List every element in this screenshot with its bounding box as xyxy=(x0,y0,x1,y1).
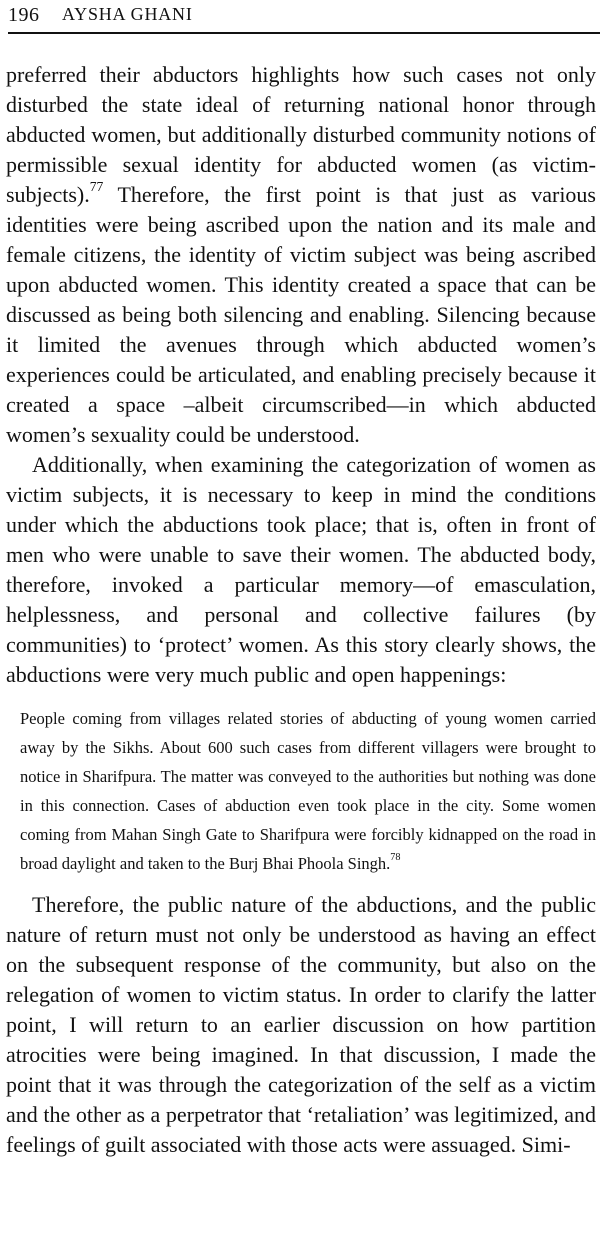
body-text xyxy=(6,60,596,1160)
running-head: AYSHA GHANI xyxy=(62,4,193,24)
header-rule xyxy=(8,32,600,34)
paragraph-1 xyxy=(6,60,596,450)
block-quote xyxy=(20,704,596,878)
page-number: 196 xyxy=(8,4,40,26)
block-quote-text: People coming from villages related stories of abducting of young women carried away by the Sikhs. About 600 such cases from different villagers were brought to notice in Sharifpura. The matter was conveyed to the authorities but nothing was done in this connection. Cases of abduction even took place in the city. Some women coming from Mahan Singh Gate to Sharifpura were forcibly kidnapped on the road in broad daylight and taken to the Burj Bhai Phoola Singh. xyxy=(20,709,596,873)
page-header xyxy=(8,0,598,34)
footnote-ref-78: 78 xyxy=(390,852,401,864)
paragraph-3: Therefore, the public nature of the abductions, and the public nature of return must not only be understood as having an effect on the subsequent response of the community, but also on the relegation of women to victim status. In order to clarify the latter point, I will return to an earlier discussion on how partition atrocities were being imagined. In that discussion, I made the point that it was through the categorization of the self as a victim and the other as a perpetrator that ‘retaliation’ was legitimized, and feelings of guilt associated with those acts were assuaged. Simi- xyxy=(6,892,596,1157)
footnote-ref-77: 77 xyxy=(89,178,104,194)
paragraph-1-text-b: Therefore, the first point is that just as various identities were being ascribed upon the nation and its male and female citizens, the identity of victim subject was being ascribed upon abducted women. This identity created a space that can be discussed as being both silencing and enabling. Silencing because it limited the avenues through which abducted women’s experiences could be articulated, and enabling precisely because it created a space –albeit circumscribed—in which abducted women’s sexuality could be understood. xyxy=(6,182,596,447)
paragraph-2: Additionally, when examining the categorization of women as victim subjects, it is necessary to keep in mind the conditions under which the abductions took place; that is, often in front of men who were unable to save their women. The abducted body, therefore, invoked a particular memory—of emasculation, helplessness, and personal and collective failures (by communities) to ‘protect’ women. As this story clearly shows, the abductions were very much public and open happenings: xyxy=(6,452,596,687)
paragraph-1-text-a: preferred their abductors highlights how such cases not only disturbed the state ideal of returning national honor through abducted women, but additionally disturbed community notions of permissible sexual identity for abducted women (as victim-subjects). xyxy=(6,62,596,207)
